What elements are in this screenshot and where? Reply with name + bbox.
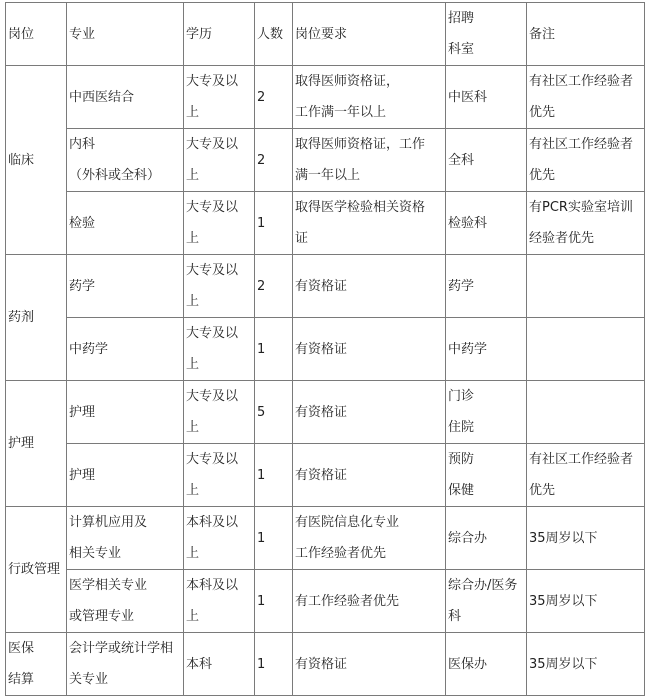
header-department-line2: 科室 xyxy=(448,42,475,57)
major-cell xyxy=(67,318,184,381)
table-row xyxy=(6,255,645,318)
department-cell-line: 预防 xyxy=(448,452,475,467)
requirement-cell-line: 取得医学检验相关资格 xyxy=(295,200,426,215)
requirement-cell-line: 证 xyxy=(295,231,309,246)
education-cell-line: 上 xyxy=(186,609,200,624)
major-cell-line: 或管理专业 xyxy=(69,609,135,624)
remark-cell xyxy=(527,66,645,129)
requirement-cell xyxy=(293,255,446,318)
requirement-cell-line: 取得医师资格证， xyxy=(295,74,400,89)
header-department-line1: 招聘 xyxy=(448,11,475,26)
requirement-cell-line: 取得医师资格证，工作 xyxy=(295,137,426,152)
education-cell-line: 大专及以 xyxy=(186,137,239,152)
remark-cell-line: 优先 xyxy=(529,483,556,498)
major-cell xyxy=(67,192,184,255)
requirement-cell xyxy=(293,381,446,444)
education-cell xyxy=(184,129,255,192)
major-cell-line: 计算机应用及 xyxy=(69,515,148,530)
header-remark: 备注 xyxy=(527,3,645,66)
education-cell-line: 上 xyxy=(186,420,200,435)
table-row xyxy=(6,192,645,255)
remark-cell xyxy=(527,633,645,696)
requirement-cell xyxy=(293,570,446,633)
requirement-cell xyxy=(293,318,446,381)
remark-cell xyxy=(527,255,645,318)
remark-cell-line: 有PCR实验室培训 xyxy=(529,200,633,215)
department-cell-line: 中药学 xyxy=(448,341,488,357)
requirement-cell-line: 满一年以上 xyxy=(295,168,361,183)
table-row xyxy=(6,129,645,192)
remark-cell-line: 有社区工作经验者 xyxy=(529,74,634,89)
remark-cell xyxy=(527,318,645,381)
table-row xyxy=(6,381,645,444)
count-cell: 5 xyxy=(255,381,293,444)
education-cell-line: 大专及以 xyxy=(186,389,239,404)
education-cell-line: 上 xyxy=(186,357,200,372)
count-cell: 2 xyxy=(255,66,293,129)
education-cell xyxy=(184,192,255,255)
education-cell-line: 大专及以 xyxy=(186,74,239,89)
remark-cell xyxy=(527,444,645,507)
major-cell-line: 检验 xyxy=(69,215,96,231)
remark-cell-line: 优先 xyxy=(529,168,556,183)
major-cell-line: 医学相关专业 xyxy=(69,578,148,593)
education-cell-line: 上 xyxy=(186,483,200,498)
table-row xyxy=(6,507,645,570)
major-cell xyxy=(67,255,184,318)
education-cell-line: 上 xyxy=(186,231,200,246)
requirement-cell-line: 有资格证 xyxy=(295,404,348,420)
department-cell xyxy=(446,318,527,381)
major-cell-line: （外科或全科） xyxy=(69,168,161,183)
header-education: 学历 xyxy=(184,3,255,66)
major-cell-line: 护理 xyxy=(69,404,96,420)
requirement-cell-line: 工作满一年以上 xyxy=(295,105,387,120)
education-cell xyxy=(184,66,255,129)
department-cell-line: 药学 xyxy=(448,278,475,294)
education-cell-line: 上 xyxy=(186,546,200,561)
major-cell xyxy=(67,507,184,570)
education-cell xyxy=(184,570,255,633)
remark-cell-line: 有社区工作经验者 xyxy=(529,452,634,467)
major-cell-line: 中西医结合 xyxy=(69,89,135,105)
major-cell xyxy=(67,570,184,633)
table-row xyxy=(6,66,645,129)
major-cell xyxy=(67,444,184,507)
major-cell-line: 内科 xyxy=(69,137,96,152)
group-label: 药剂 xyxy=(8,310,35,325)
education-cell xyxy=(184,255,255,318)
group-cell xyxy=(6,633,67,696)
department-cell-line: 保健 xyxy=(448,483,475,498)
education-cell-line: 大专及以 xyxy=(186,326,239,341)
group-cell xyxy=(6,66,67,255)
count-cell: 1 xyxy=(255,192,293,255)
major-cell xyxy=(67,633,184,696)
table-row xyxy=(6,318,645,381)
header-department xyxy=(446,3,527,66)
education-cell xyxy=(184,381,255,444)
group-label: 医保 xyxy=(8,641,35,656)
requirement-cell xyxy=(293,66,446,129)
education-cell-line: 上 xyxy=(186,105,200,120)
education-cell-line: 本科及以 xyxy=(186,578,239,593)
header-requirement: 岗位要求 xyxy=(293,3,446,66)
header-row xyxy=(6,3,645,66)
remark-cell-line: 优先 xyxy=(529,105,556,120)
department-cell xyxy=(446,381,527,444)
department-cell xyxy=(446,66,527,129)
requirement-cell xyxy=(293,192,446,255)
remark-cell xyxy=(527,507,645,570)
group-label: 临床 xyxy=(8,152,35,168)
requirement-cell xyxy=(293,444,446,507)
requirement-cell-line: 有资格证 xyxy=(295,656,348,672)
department-cell xyxy=(446,129,527,192)
education-cell-line: 大专及以 xyxy=(186,263,239,278)
remark-cell-line: 35周岁以下 xyxy=(529,656,598,672)
department-cell-line: 全科 xyxy=(448,152,475,168)
count-cell: 2 xyxy=(255,255,293,318)
remark-cell xyxy=(527,381,645,444)
count-cell: 1 xyxy=(255,633,293,696)
department-cell xyxy=(446,507,527,570)
group-cell xyxy=(6,381,67,507)
remark-cell xyxy=(527,570,645,633)
count-cell: 1 xyxy=(255,570,293,633)
major-cell xyxy=(67,129,184,192)
remark-cell-line: 经验者优先 xyxy=(529,231,595,246)
requirement-cell xyxy=(293,507,446,570)
major-cell xyxy=(67,66,184,129)
header-count: 人数 xyxy=(255,3,293,66)
major-cell xyxy=(67,381,184,444)
education-cell-line: 本科 xyxy=(186,656,213,672)
header-major: 专业 xyxy=(67,3,184,66)
major-cell-line: 药学 xyxy=(69,278,96,294)
recruitment-table xyxy=(5,2,645,696)
requirement-cell-line: 工作经验者优先 xyxy=(295,546,387,561)
department-cell xyxy=(446,192,527,255)
requirement-cell-line: 有资格证 xyxy=(295,467,348,483)
requirement-cell-line: 有资格证 xyxy=(295,341,348,357)
remark-cell xyxy=(527,129,645,192)
header-position: 岗位 xyxy=(6,3,67,66)
education-cell xyxy=(184,444,255,507)
department-cell-line: 科 xyxy=(448,609,462,624)
remark-cell-line: 35周岁以下 xyxy=(529,593,598,609)
requirement-cell-line: 有医院信息化专业 xyxy=(295,515,400,530)
department-cell xyxy=(446,570,527,633)
department-cell-line: 检验科 xyxy=(448,215,488,231)
department-cell-line: 综合办/医务 xyxy=(448,578,518,593)
education-cell-line: 大专及以 xyxy=(186,452,239,467)
count-cell: 2 xyxy=(255,129,293,192)
count-cell: 1 xyxy=(255,444,293,507)
table-body xyxy=(6,66,645,696)
table-row xyxy=(6,570,645,633)
department-cell xyxy=(446,255,527,318)
education-cell-line: 上 xyxy=(186,168,200,183)
department-cell xyxy=(446,633,527,696)
department-cell-line: 医保办 xyxy=(448,656,488,672)
remark-cell-line: 35周岁以下 xyxy=(529,530,598,546)
count-cell: 1 xyxy=(255,507,293,570)
count-cell: 1 xyxy=(255,318,293,381)
remark-cell-line: 有社区工作经验者 xyxy=(529,137,634,152)
department-cell-line: 门诊 xyxy=(448,389,475,404)
table-row xyxy=(6,633,645,696)
remark-cell xyxy=(527,192,645,255)
major-cell-line: 中药学 xyxy=(69,341,109,357)
education-cell xyxy=(184,633,255,696)
department-cell-line: 综合办 xyxy=(448,530,488,546)
department-cell-line: 中医科 xyxy=(448,89,488,105)
table-row xyxy=(6,444,645,507)
group-label: 结算 xyxy=(8,672,35,687)
group-cell xyxy=(6,507,67,633)
major-cell-line: 关专业 xyxy=(69,672,109,687)
education-cell xyxy=(184,318,255,381)
group-label: 护理 xyxy=(8,436,35,451)
department-cell-line: 住院 xyxy=(448,420,475,435)
major-cell-line: 护理 xyxy=(69,467,96,483)
major-cell-line: 相关专业 xyxy=(69,546,122,561)
education-cell-line: 本科及以 xyxy=(186,515,239,530)
group-cell xyxy=(6,255,67,381)
department-cell xyxy=(446,444,527,507)
group-label: 行政管理 xyxy=(8,562,61,577)
education-cell-line: 大专及以 xyxy=(186,200,239,215)
education-cell xyxy=(184,507,255,570)
major-cell-line: 会计学或统计学相 xyxy=(69,641,174,656)
requirement-cell-line: 有资格证 xyxy=(295,278,348,294)
education-cell-line: 上 xyxy=(186,294,200,309)
requirement-cell-line: 有工作经验者优先 xyxy=(295,593,400,609)
requirement-cell xyxy=(293,633,446,696)
requirement-cell xyxy=(293,129,446,192)
